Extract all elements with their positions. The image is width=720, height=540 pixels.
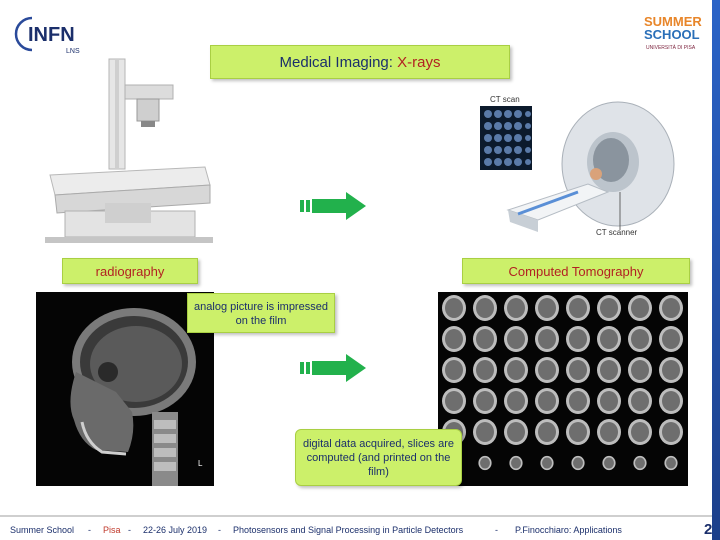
ct-slice-interior xyxy=(631,298,649,318)
xray-machine-image xyxy=(45,55,215,245)
footer-topic: Photosensors and Signal Processing in Particle Detectors xyxy=(233,525,464,535)
ct-slice-interior xyxy=(538,329,556,349)
ct-slice-interior xyxy=(573,458,583,469)
slide-footer xyxy=(0,515,712,540)
school-logo-sub: UNIVERSITÀ DI PISA xyxy=(646,45,696,51)
infn-logo-sub: LNS xyxy=(66,48,80,55)
ct-slice-interior xyxy=(662,298,680,318)
footer-event: Summer School xyxy=(10,525,75,535)
ct-slice-interior xyxy=(476,391,494,411)
ct-slice-interior xyxy=(445,391,463,411)
ct-slice-interior xyxy=(507,391,525,411)
ct-scanner-caption: CT scanner xyxy=(596,228,638,237)
ct-slice-interior xyxy=(507,329,525,349)
title-prefix: Medical Imaging: xyxy=(279,54,398,71)
skull-marker: L xyxy=(198,459,203,468)
footer-separator: - xyxy=(88,525,91,535)
infn-logo xyxy=(10,12,102,56)
ct-slice-interior xyxy=(662,360,680,380)
ct-slice-interior xyxy=(600,298,618,318)
school-logo-line2: SCHOOL xyxy=(644,27,700,42)
ct-slice-interior xyxy=(635,458,645,469)
ct-slice-interior xyxy=(538,298,556,318)
arrow-right-icon-2 xyxy=(298,353,368,383)
ct-slice-interior xyxy=(569,298,587,318)
title-highlight: X-rays xyxy=(397,54,441,71)
digital-data-note: digital data acquired, slices are computed (and printed on the film) xyxy=(295,429,462,486)
ct-slice-interior xyxy=(666,458,676,469)
footer-separator: - xyxy=(495,525,498,535)
footer-separator: - xyxy=(128,525,131,535)
ct-slice-interior xyxy=(569,329,587,349)
ct-slice-interior xyxy=(662,329,680,349)
ct-slice-interior xyxy=(507,360,525,380)
ct-slice-interior xyxy=(476,422,494,442)
ct-slice-interior xyxy=(538,391,556,411)
summer-school-logo xyxy=(642,12,708,52)
footer-author: P.Finocchiaro: Applications xyxy=(515,525,622,535)
ct-slice-interior xyxy=(600,422,618,442)
ct-slice-interior xyxy=(480,458,490,469)
ct-slice-interior xyxy=(662,422,680,442)
ct-slice-interior xyxy=(569,391,587,411)
slide-edge-bar xyxy=(712,0,720,540)
ct-slice-interior xyxy=(538,422,556,442)
ct-slice-interior xyxy=(662,391,680,411)
ct-slice-interior xyxy=(600,391,618,411)
infn-logo-text: INFN xyxy=(28,24,75,46)
analog-picture-note: analog picture is impressed on the film xyxy=(187,293,335,333)
ct-slice-interior xyxy=(538,360,556,380)
ct-slice-interior xyxy=(569,360,587,380)
radiography-label: radiography xyxy=(62,258,198,284)
ct-slice-interior xyxy=(507,298,525,318)
computed-tomography-label: Computed Tomography xyxy=(462,258,690,284)
slide-title xyxy=(210,45,510,79)
ct-scan-caption: CT scan xyxy=(490,95,520,104)
footer-dates: 22-26 July 2019 xyxy=(143,525,208,535)
ct-slice-interior xyxy=(631,329,649,349)
ct-scanner-image xyxy=(478,92,678,247)
ct-slice-interior xyxy=(600,329,618,349)
footer-separator: - xyxy=(218,525,221,535)
ct-slice-interior xyxy=(476,329,494,349)
ct-slice-interior xyxy=(604,458,614,469)
arrow-right-icon xyxy=(298,191,368,221)
footer-place: Pisa xyxy=(103,525,121,535)
ct-slice-interior xyxy=(631,391,649,411)
ct-slice-interior xyxy=(631,422,649,442)
ct-slice-interior xyxy=(445,360,463,380)
ct-slice-interior xyxy=(569,422,587,442)
ct-slice-interior xyxy=(600,360,618,380)
page-number: 2 xyxy=(704,521,713,538)
ct-slice-interior xyxy=(507,422,525,442)
school-logo-line1: SUMMER xyxy=(644,14,702,29)
ct-slice-interior xyxy=(476,360,494,380)
ct-slice-interior xyxy=(445,298,463,318)
ct-slice-interior xyxy=(476,298,494,318)
ct-slice-interior xyxy=(631,360,649,380)
ct-slices-image xyxy=(438,292,688,486)
ct-slice-interior xyxy=(511,458,521,469)
ct-slice-interior xyxy=(445,329,463,349)
ct-slice-interior xyxy=(542,458,552,469)
